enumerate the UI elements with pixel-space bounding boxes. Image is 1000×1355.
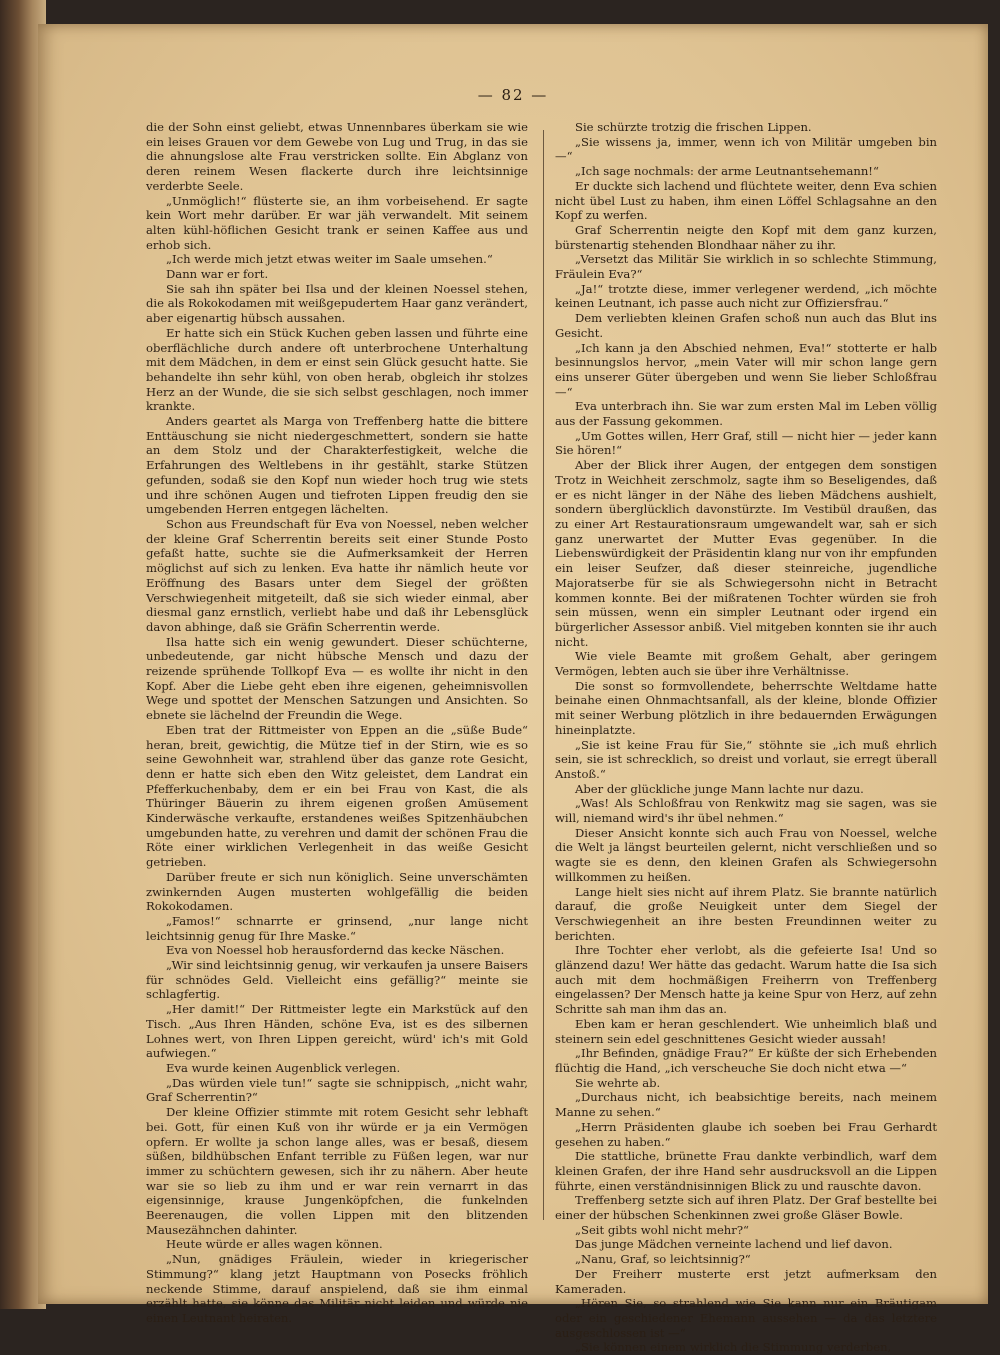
paragraph: Eben kam er heran geschlendert. Wie unheimlich blaß und steinern sein edel geschnittenes Gesicht wieder aussah! [555, 1016, 937, 1046]
right-text-column [555, 120, 937, 1355]
paragraph: Graf Scherrentin neigte den Kopf mit dem ganz kurzen, bürstenartig stehenden Blondhaar näher zu ihr. [555, 222, 937, 252]
paragraph: „Sie können einem wirklich die Stimmung verderben, [575, 1340, 892, 1355]
paragraph: Sie wehrte ab. [575, 1075, 661, 1090]
paragraph: „Ja!“ trotzte diese, immer verlegener werdend, „ich möchte keinen Leutnant, ich passe auch nicht zur Offiziersfrau.“ [555, 281, 937, 311]
paragraph: Sie sah ihn später bei Ilsa und der kleinen Noessel stehen, die als Rokokodamen mit weißgepudertem Haar ganz verändert, aber eigenartig hübsch aussahen. [146, 281, 528, 326]
paragraph: Darüber freute er sich nun königlich. Seine unverschämten zwinkernden Augen musterten wohlgefällig die beiden Rokokodamen. [146, 869, 528, 914]
paragraph: Eben trat der Rittmeister von Eppen an die „süße Bude“ heran, breit, gewichtig, die Mütze tief in der Stirn, wie es so seine Gewohnheit war, strahlend über das ganze rote Gesicht, denn er hatte sich eben den Witz geleistet, dem Landrat ein Pfefferkuchenbaby, dem er ein bei Frau von Kast, die als Thüringer Bäuerin zu ihrem eigenen großen Amüsement Kinderwäsche verkaufte, erstandenes weißes Spitzenhäubchen umgebunden hatte, zu verehren und damit der schönen Frau die Röte einer wirklichen Verlegenheit in das weiße Gesicht getrieben. [146, 722, 528, 870]
column-divider [543, 130, 544, 1220]
paragraph: „Unmöglich!“ flüsterte sie, an ihm vorbeisehend. Er sagte kein Wort mehr darüber. Er war jäh verwandelt. Mit seinem alten kühl-höflichen Gesicht trank er seinen Kaffee aus und erhob sich. [146, 193, 528, 252]
paragraph: „Um Gottes willen, Herr Graf, still — nicht hier — jeder kann Sie hören!“ [555, 428, 937, 458]
paragraph: Der kleine Offizier stimmte mit rotem Gesicht sehr lebhaft bei. Gott, für einen Kuß von ihr würde er ja ein Vermögen opfern. Er wollte ja schon lange alles, was er besaß, diesem süßen, bildhübschen Enfant terrible zu Füßen legen, war nur immer zu schüchtern gewesen, sich ihr zu nähern. Aber heute war sie so lieb zu ihm und er war rein vernarrt in das eigensinnige, krause Jungenköpfchen, die funkelnden Beerenaugen, die vollen Lippen mit den blitzenden Mausezähnchen dahinter. [146, 1105, 528, 1237]
paragraph: Sie schürzte trotzig die frischen Lippen. [575, 120, 812, 134]
paragraph: Dem verliebten kleinen Grafen schoß nun auch das Blut ins Gesicht. [555, 311, 937, 340]
paragraph: „Herrn Präsidenten glaube ich soeben bei Frau Gerhardt gesehen zu haben.“ [555, 1119, 937, 1149]
paragraph: „Sie ist keine Frau für Sie,“ stöhnte sie „ich muß ehrlich sein, sie ist schrecklich, so dreist und vorlaut, sie erregt überall Anstoß.“ [555, 737, 937, 781]
paragraph: „Nanu, Graf, so leichtsinnig?“ [575, 1252, 751, 1267]
paragraph: Wie viele Beamte mit großem Gehalt, aber geringem Vermögen, lebten auch sie über ihre Verhältnisse. [555, 649, 937, 679]
paragraph: Eva wurde keinen Augenblick verlegen. [166, 1061, 401, 1075]
paragraph: „Nun, gnädiges Fräulein, wieder in kriegerischer Stimmung?“ klang jetzt Hauptmann von Posecks fröhlich neckende Stimme, darauf anspielend, daß sie ihm einmal erzählt hatte, sie könne das Militär nicht leiden und würde nie einen Leutnant heiraten. [146, 1252, 528, 1325]
paragraph: Dann war er fort. [166, 267, 269, 282]
paragraph: Er hatte sich ein Stück Kuchen geben lassen und führte eine oberflächliche durch andere oft unterbrochene Unterhaltung mit dem Mädchen, in dem er einst sein Glück gesucht hatte. Sie behandelte ihn sehr kühl, von oben herab, obgleich ihr stolzes Herz an der Wunde, die sie sich selbst geschlagen, noch immer krankte. [146, 325, 528, 414]
paragraph: Der Freiherr musterte erst jetzt aufmerksam den Kameraden. [555, 1266, 937, 1296]
paragraph: „Was! Als Schloßfrau von Renkwitz mag sie sagen, was sie will, niemand wird's ihr übel nehmen.“ [555, 796, 937, 826]
paragraph: „Her damit!“ Der Rittmeister legte ein Markstück auf den Tisch. „Aus Ihren Händen, schöne Eva, ist es des silbernen Lohnes wert, von Ihren Lippen gereicht, würd' ich's mit Gold aufwiegen.“ [146, 1002, 528, 1061]
paragraph: „Durchaus nicht, ich beabsichtige bereits, nach meinem Manne zu sehen.“ [555, 1090, 937, 1120]
paragraph: Dieser Ansicht konnte sich auch Frau von Noessel, welche die Welt ja längst beurteilen gelernt, nicht verschließen und so wagte sie es denn, den kleinen Grafen als Schwiegersohn willkommen zu heißen. [555, 825, 937, 884]
paragraph: „Ich werde mich jetzt etwas weiter im Saale umsehen.“ [166, 252, 493, 267]
paragraph: Eva unterbrach ihn. Sie war zum ersten Mal im Leben völlig aus der Fassung gekommen. [555, 399, 937, 429]
paragraph: „Seit gibts wohl nicht mehr?“ [575, 1222, 749, 1237]
left-text-column [146, 120, 528, 1325]
paragraph: „Famos!“ schnarrte er grinsend, „nur lange nicht leichtsinnig genug für Ihre Maske.“ [146, 913, 528, 943]
paragraph: Ilsa hatte sich ein wenig gewundert. Dieser schüchterne, unbedeutende, gar nicht hübsche Mensch und dazu der reizende sprühende Tollkopf Eva — es wollte ihr nicht in den Kopf. Aber die Liebe geht eben ihre eigenen, geheimnisvollen Wege und spottet der Menschen Satzungen und Ansichten. So ebnete sie lächelnd der Freundin die Wege. [146, 634, 528, 723]
paragraph: Aber der Blick ihrer Augen, der entgegen dem sonstigen Trotz in Weichheit zerschmolz, sagte ihm so Beseligendes, daß er es nicht länger in der Nähe des lieben Mädchens aushielt, sondern überglücklich davonstürzte. Im Vestibül draußen, das zu einer Art Restaurationsraum umgewandelt war, sah er sich ganz unerwartet der Mutter Evas gegenüber. In die Liebenswürdigkeit der Präsidentin klang nur von ihr empfunden ein leiser Seufzer, daß dieser steinreiche, jugendliche Majoratserbe für sie als Schwiegersohn nicht in Betracht kommen konnte. Bei der mißratenen Tochter würden sie froh sein müssen, wenn ein simpler Leutnant oder irgend ein bürgerlicher Assessor anbiß. Viel mitgeben konnten sie ihr auch nicht. [555, 458, 937, 649]
paragraph: „Ihr Befinden, gnädige Frau?“ Er küßte der sich Erhebenden flüchtig die Hand, „ich verscheuche Sie doch nicht etwa —“ [555, 1046, 937, 1075]
paragraph: Das junge Mädchen verneinte lachend und lief davon. [575, 1237, 893, 1252]
paragraph: Eva von Noessel hob herausfordernd das kecke Näschen. [166, 943, 505, 958]
paragraph: Lange hielt sies nicht auf ihrem Platz. Sie brannte natürlich darauf, die große Neuigkeit unter dem Siegel der Verschwiegenheit an ihre besten Freundinnen weiter zu berichten. [555, 884, 937, 943]
paragraph: „Ich kann ja den Abschied nehmen, Eva!“ stotterte er halb besinnungslos hervor, „mein Vater will mir schon lange gern eins unserer Güter übergeben und wenn Sie lieber Schloßfrau —“ [555, 340, 937, 399]
paragraph: „Sie wissens ja, immer, wenn ich von Militär umgeben bin —“ [555, 134, 937, 164]
paragraph: Treffenberg setzte sich auf ihren Platz. Der Graf bestellte bei einer der hübschen Schenkinnen zwei große Gläser Bowle. [555, 1193, 937, 1223]
paragraph: „Das würden viele tun!“ sagte sie schnippisch, „nicht wahr, Graf Scherrentin?“ [146, 1075, 528, 1105]
paragraph: Die stattliche, brünette Frau dankte verbindlich, warf dem kleinen Grafen, der ihre Hand sehr ausdrucksvoll an die Lippen führte, einen verständnisinnigen Blick zu und rauschte davon. [555, 1149, 937, 1193]
paragraph: Aber der glückliche junge Mann lachte nur dazu. [575, 781, 864, 796]
book-page [38, 24, 988, 1355]
paragraph: Die sonst so formvollendete, beherrschte Weltdame hatte beinahe einen Ohnmachtsanfall, als der kleine, blonde Offizier mit seiner Werbung plötzlich in ihre bedauernden Erwägungen hineinplatzte. [555, 678, 937, 737]
paragraph: „Ich sage nochmals: der arme Leutnantsehemann!“ [575, 164, 879, 179]
paragraph: „Wir sind leichtsinnig genug, wir verkaufen ja unsere Baisers für schnödes Geld. Vielleicht eins gefällig?“ meinte sie schlagfertig. [146, 958, 528, 1002]
paragraph: „Versetzt das Militär Sie wirklich in so schlechte Stimmung, Fräulein Eva?“ [555, 252, 937, 282]
page-number: — 82 — [477, 86, 549, 104]
paragraph: Ihre Tochter eher verlobt, als die gefeierte Isa! Und so glänzend dazu! Wer hätte das gedacht. Warum hatte die Isa sich auch mit dem hochmäßigen Freiherrn von Treffenberg eingelassen? Der Mensch hatte ja keine Spur von Herz, auf zehn Schritte sah man ihm das an. [555, 943, 937, 1017]
paragraph: Er duckte sich lachend und flüchtete weiter, denn Eva schien nicht übel Lust zu haben, ihm einen Löffel Schlagsahne an den Kopf zu werfen. [555, 178, 937, 223]
paragraph: Anders geartet als Marga von Treffenberg hatte die bittere Enttäuschung sie nicht niedergeschmettert, sondern sie hatte an dem Stolz und der Charakterfestigkeit, welche die Erfahrungen des Weltlebens in ihr gestählt, starke Stützen gefunden, sodaß sie den Kopf nun wieder hoch trug wie stets und ihre schönen Augen und tiefroten Lippen freudig den sie umgebenden Herren entgegen lächelten. [146, 414, 528, 517]
paragraph: die der Sohn einst geliebt, etwas Unnennbares überkam sie wie ein leises Grauen vor dem Gewebe von Lug und Trug, in das sie die ahnungslose alte Frau verstricken sollte. Ein Abglanz von deren reinem Wesen flackerte durch ihre leichtsinnige verderbte Seele. [146, 120, 528, 193]
paragraph: „Hören Sie, so strahlend wie Sie kann nur ein Bräutigam oder ein geschiedener Ehemann aussehen — da das letztere ausgeschlossen ist —“ [555, 1296, 937, 1340]
paragraph: Heute würde er alles wagen können. [166, 1237, 383, 1252]
paragraph: Schon aus Freundschaft für Eva von Noessel, neben welcher der kleine Graf Scherrentin bereits seit einer Stunde Posto gefaßt hatte, suchte sie die Aufmerksamkeit der Herren möglichst auf sich zu lenken. Eva hatte ihr nämlich heute vor Eröffnung des Basars unter dem Siegel der größten Verschwiegenheit mitgeteilt, daß sie sich wieder einmal, aber diesmal ganz ernstlich, verliebt habe und daß ihr Lebensglück davon abhinge, daß sie Gräfin Scherrentin werde. [146, 516, 528, 634]
